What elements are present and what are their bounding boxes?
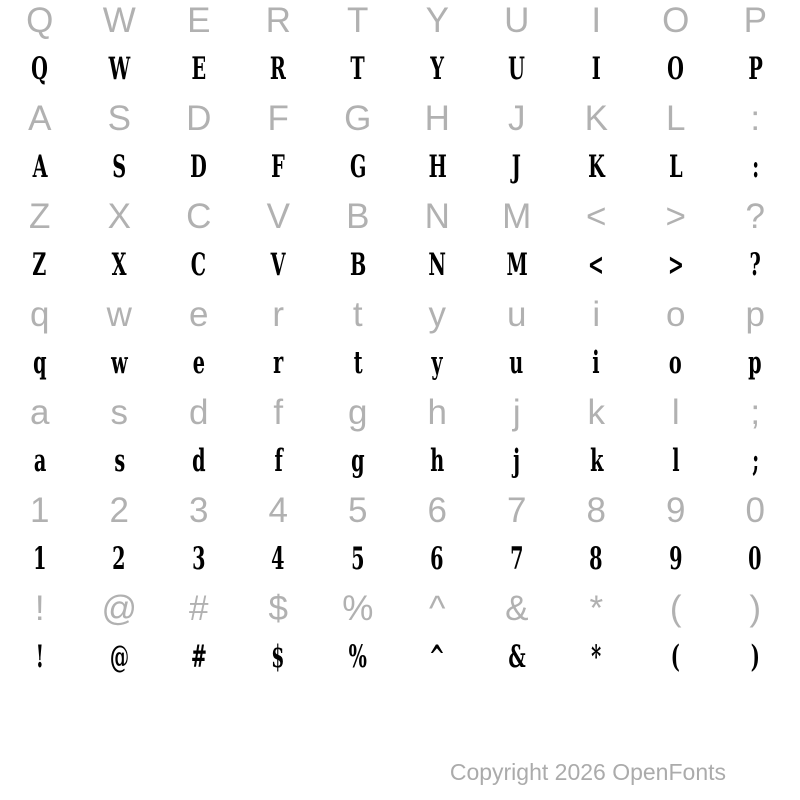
glyph: a	[33, 443, 46, 479]
glyph: h	[427, 393, 447, 432]
glyph: L	[666, 99, 686, 138]
glyph: j	[512, 393, 521, 432]
glyph-cell	[0, 241, 80, 290]
glyph-cell	[239, 192, 319, 241]
glyph: H	[424, 99, 450, 138]
glyph-cell	[318, 633, 398, 682]
glyph: H	[428, 149, 447, 185]
glyph: i	[592, 345, 600, 381]
glyph-cell	[0, 339, 80, 388]
glyph-cell	[318, 94, 398, 143]
glyph-cell	[159, 192, 239, 241]
glyph: h	[430, 443, 445, 479]
glyph-row-digits-reference	[0, 486, 795, 535]
glyph-cell	[636, 143, 716, 192]
glyph-cell	[636, 486, 716, 535]
glyph-cell	[477, 290, 557, 339]
glyph: y	[428, 295, 446, 334]
glyph: f	[274, 443, 283, 479]
glyph-cell	[398, 486, 478, 535]
glyph: >	[665, 197, 686, 236]
glyph-cell	[398, 633, 478, 682]
glyph: 4	[268, 491, 288, 530]
glyph-cell	[239, 486, 319, 535]
glyph-cell	[557, 241, 637, 290]
glyph-row-symbols-reference	[0, 584, 795, 633]
glyph-cell	[239, 241, 319, 290]
glyph-cell	[318, 0, 398, 45]
glyph-cell	[557, 535, 637, 584]
glyph-cell	[477, 437, 557, 486]
glyph-cell	[398, 584, 478, 633]
glyph: ;	[751, 443, 759, 479]
glyph-cell	[318, 437, 398, 486]
glyph: (	[669, 589, 682, 628]
glyph: <	[588, 247, 605, 283]
glyph: G	[349, 149, 366, 185]
glyph-cell	[0, 45, 80, 94]
glyph-cell	[239, 290, 319, 339]
glyph-cell	[477, 0, 557, 45]
glyph-cell	[716, 241, 796, 290]
glyph-cell	[716, 143, 796, 192]
glyph: J	[508, 99, 526, 138]
glyph: %	[348, 639, 367, 675]
glyph-cell	[239, 45, 319, 94]
glyph: !	[34, 589, 45, 628]
glyph-cell	[318, 45, 398, 94]
glyph: V	[266, 197, 290, 236]
glyph: u	[507, 295, 527, 334]
glyph-cell	[636, 45, 716, 94]
glyph: C	[191, 247, 207, 283]
glyph-cell	[80, 290, 160, 339]
glyph-cell	[398, 0, 478, 45]
glyph-cell	[636, 437, 716, 486]
glyph: k	[589, 443, 603, 479]
glyph: S	[112, 149, 127, 185]
glyph-cell	[716, 584, 796, 633]
glyph: A	[28, 99, 52, 138]
glyph-cell	[80, 486, 160, 535]
glyph: A	[32, 149, 48, 185]
glyph-cell	[0, 143, 80, 192]
glyph: 2	[112, 541, 126, 577]
glyph: R	[265, 1, 291, 40]
glyph-row-uppercase-home-specimen	[0, 143, 795, 192]
glyph-cell	[477, 241, 557, 290]
glyph: O	[667, 51, 685, 87]
glyph: *	[589, 589, 604, 628]
glyph-cell	[477, 94, 557, 143]
glyph-cell	[557, 437, 637, 486]
glyph: @	[109, 639, 129, 675]
glyph-row-uppercase-bottom-specimen	[0, 241, 795, 290]
glyph-cell	[398, 437, 478, 486]
glyph-cell	[636, 0, 716, 45]
glyph-cell	[477, 486, 557, 535]
glyph-row-uppercase-top-specimen	[0, 45, 795, 94]
glyph-cell	[318, 192, 398, 241]
glyph-cell	[239, 584, 319, 633]
glyph: S	[107, 99, 131, 138]
glyph: T	[350, 51, 365, 87]
glyph: ?	[749, 247, 761, 283]
glyph: Y	[425, 1, 449, 40]
glyph-cell	[477, 584, 557, 633]
glyph: 6	[427, 491, 447, 530]
glyph-cell	[0, 290, 80, 339]
glyph-cell	[0, 0, 80, 45]
glyph: B	[349, 247, 366, 283]
glyph: K	[587, 149, 605, 185]
glyph: s	[110, 393, 128, 432]
glyph-cell	[557, 143, 637, 192]
glyph: 1	[30, 491, 50, 530]
glyph-row-lowercase-top-reference	[0, 290, 795, 339]
glyph: o	[666, 295, 686, 334]
glyph-cell	[0, 535, 80, 584]
glyph: y	[431, 345, 443, 381]
glyph-cell	[159, 290, 239, 339]
glyph: N	[424, 197, 450, 236]
glyph-cell	[0, 192, 80, 241]
glyph-cell	[239, 143, 319, 192]
glyph: w	[106, 295, 132, 334]
glyph-cell	[159, 633, 239, 682]
copyright-notice: Copyright 2026 OpenFonts	[449, 759, 726, 785]
glyph: U	[508, 51, 526, 87]
glyph-cell	[0, 437, 80, 486]
glyph: T	[347, 1, 369, 40]
glyph-cell	[557, 486, 637, 535]
glyph-cell	[239, 94, 319, 143]
glyph-cell	[0, 486, 80, 535]
glyph-cell	[80, 437, 160, 486]
glyph: U	[504, 1, 530, 40]
glyph: <	[586, 197, 607, 236]
glyph-cell	[159, 486, 239, 535]
glyph-cell	[80, 45, 160, 94]
glyph-cell	[159, 535, 239, 584]
glyph-row-symbols-specimen	[0, 633, 795, 682]
glyph-cell	[318, 339, 398, 388]
glyph: w	[110, 345, 128, 381]
glyph: :	[750, 99, 761, 138]
glyph: ;	[750, 393, 761, 432]
glyph: !	[35, 639, 44, 675]
glyph: r	[273, 345, 284, 381]
glyph: 7	[507, 491, 527, 530]
glyph-cell	[477, 633, 557, 682]
glyph-cell	[557, 339, 637, 388]
glyph-cell	[716, 94, 796, 143]
glyph: D	[190, 149, 208, 185]
glyph-cell	[159, 143, 239, 192]
glyph: l	[671, 393, 680, 432]
glyph: q	[33, 345, 47, 381]
glyph: q	[30, 295, 50, 334]
glyph-cell	[398, 143, 478, 192]
glyph-cell	[636, 584, 716, 633]
glyph-cell	[716, 633, 796, 682]
glyph-cell	[159, 388, 239, 437]
glyph: #	[189, 589, 209, 628]
glyph: u	[509, 345, 524, 381]
glyph: P	[748, 51, 763, 87]
glyph-cell	[80, 143, 160, 192]
glyph-cell	[398, 94, 478, 143]
glyph: R	[270, 51, 287, 87]
glyph: j	[513, 443, 521, 479]
glyph: G	[344, 99, 372, 138]
glyph-cell	[636, 339, 716, 388]
glyph-cell	[0, 388, 80, 437]
glyph: (	[671, 639, 681, 675]
glyph: Z	[29, 197, 51, 236]
glyph: F	[271, 149, 286, 185]
glyph-cell	[477, 192, 557, 241]
glyph: p	[745, 295, 765, 334]
glyph: F	[267, 99, 289, 138]
glyph-cell	[557, 45, 637, 94]
glyph-cell	[239, 0, 319, 45]
glyph-cell	[318, 584, 398, 633]
glyph: $	[271, 639, 285, 675]
glyph: N	[428, 247, 447, 283]
glyph: e	[192, 345, 205, 381]
glyph-cell	[398, 241, 478, 290]
glyph-cell	[716, 486, 796, 535]
glyph: g	[351, 443, 365, 479]
glyph-row-digits-specimen	[0, 535, 795, 584]
glyph-cell	[557, 290, 637, 339]
glyph-row-uppercase-bottom-reference	[0, 192, 795, 241]
glyph: 8	[586, 491, 606, 530]
glyph-cell	[398, 192, 478, 241]
glyph: I	[591, 51, 601, 87]
glyph: 5	[348, 491, 368, 530]
glyph: 9	[666, 491, 686, 530]
glyph: e	[189, 295, 209, 334]
glyph-cell	[80, 535, 160, 584]
glyph-cell	[716, 437, 796, 486]
glyph-cell	[636, 633, 716, 682]
glyph-cell	[477, 339, 557, 388]
glyph-cell	[318, 388, 398, 437]
glyph-row-uppercase-home-reference	[0, 94, 795, 143]
glyph-cell	[80, 339, 160, 388]
glyph-cell	[159, 45, 239, 94]
glyph-cell	[159, 94, 239, 143]
glyph-cell	[716, 192, 796, 241]
glyph: Q	[26, 1, 54, 40]
glyph: M	[506, 247, 528, 283]
glyph: )	[749, 589, 762, 628]
glyph: g	[348, 393, 368, 432]
glyph: M	[502, 197, 532, 236]
glyph: @	[101, 589, 138, 628]
glyph: $	[268, 589, 288, 628]
glyph-cell	[716, 45, 796, 94]
glyph: 5	[351, 541, 365, 577]
glyph-cell	[239, 535, 319, 584]
glyph: Q	[31, 51, 49, 87]
glyph-cell	[398, 339, 478, 388]
glyph: V	[270, 247, 286, 283]
glyph-cell	[318, 535, 398, 584]
glyph-row-lowercase-top-specimen	[0, 339, 795, 388]
glyph-cell	[159, 339, 239, 388]
glyph: s	[113, 443, 125, 479]
glyph-cell	[557, 0, 637, 45]
glyph: &	[505, 589, 529, 628]
glyph: ^	[429, 589, 446, 628]
glyph-cell	[0, 584, 80, 633]
glyph: f	[273, 393, 284, 432]
glyph-cell	[636, 192, 716, 241]
glyph-cell	[80, 94, 160, 143]
glyph-cell	[557, 94, 637, 143]
glyph-cell	[80, 241, 160, 290]
glyph-cell	[239, 339, 319, 388]
glyph-cell	[239, 388, 319, 437]
glyph-cell	[80, 633, 160, 682]
glyph-cell	[239, 633, 319, 682]
glyph-cell	[716, 290, 796, 339]
glyph: E	[191, 51, 207, 87]
glyph: X	[111, 247, 127, 283]
glyph: 9	[669, 541, 683, 577]
glyph: 8	[589, 541, 603, 577]
glyph-cell	[636, 535, 716, 584]
glyph-cell	[477, 535, 557, 584]
glyph: 6	[430, 541, 444, 577]
glyph: B	[346, 197, 370, 236]
glyph-cell	[159, 437, 239, 486]
glyph-cell	[398, 388, 478, 437]
glyph-cell	[318, 143, 398, 192]
glyph-cell	[159, 584, 239, 633]
glyph: ?	[745, 197, 765, 236]
glyph-cell	[636, 94, 716, 143]
glyph: t	[353, 345, 363, 381]
glyph-cell	[636, 290, 716, 339]
glyph: >	[667, 247, 684, 283]
glyph: 3	[189, 491, 209, 530]
glyph: C	[186, 197, 212, 236]
glyph-cell	[477, 388, 557, 437]
glyph: %	[342, 589, 374, 628]
glyph-cell	[0, 94, 80, 143]
glyph-cell	[0, 633, 80, 682]
glyph: p	[748, 345, 762, 381]
glyph: Z	[32, 247, 47, 283]
glyph: *	[591, 639, 602, 675]
glyph: &	[508, 639, 526, 675]
glyph-cell	[80, 0, 160, 45]
glyph: #	[190, 639, 207, 675]
glyph-cell	[716, 535, 796, 584]
glyph: ^	[429, 639, 446, 675]
glyph: 7	[510, 541, 524, 577]
glyph-cell	[477, 45, 557, 94]
glyph-cell	[80, 192, 160, 241]
glyph: W	[108, 51, 131, 87]
glyph-cell	[80, 584, 160, 633]
glyph-cell	[159, 0, 239, 45]
glyph-cell	[636, 388, 716, 437]
glyph-cell	[716, 388, 796, 437]
glyph-cell	[716, 0, 796, 45]
glyph: 1	[33, 541, 47, 577]
glyph: a	[30, 393, 50, 432]
glyph: d	[192, 443, 206, 479]
glyph-cell	[318, 241, 398, 290]
glyph: )	[750, 639, 760, 675]
glyph-cell	[80, 388, 160, 437]
glyph: Y	[430, 51, 445, 87]
glyph-row-lowercase-home-specimen	[0, 437, 795, 486]
glyph: o	[669, 345, 683, 381]
glyph: L	[668, 149, 683, 185]
glyph-cell	[318, 290, 398, 339]
glyph: 0	[745, 491, 765, 530]
glyph: 3	[192, 541, 206, 577]
glyph: K	[584, 99, 608, 138]
glyph-cell	[557, 584, 637, 633]
glyph: i	[592, 295, 601, 334]
glyph: l	[672, 443, 680, 479]
glyph-row-lowercase-home-reference	[0, 388, 795, 437]
glyph-cell	[398, 45, 478, 94]
glyph-cell	[477, 143, 557, 192]
glyph: 0	[748, 541, 762, 577]
glyph: :	[751, 149, 759, 185]
glyph: 2	[109, 491, 129, 530]
glyph-cell	[159, 241, 239, 290]
glyph-cell	[398, 290, 478, 339]
glyph: J	[512, 149, 522, 185]
glyph-cell	[557, 192, 637, 241]
glyph-cell	[398, 535, 478, 584]
glyph: I	[591, 1, 602, 40]
glyph: O	[662, 1, 690, 40]
glyph-cell	[636, 241, 716, 290]
glyph: P	[743, 1, 767, 40]
glyph-cell	[557, 633, 637, 682]
glyph: r	[272, 295, 285, 334]
glyph: k	[587, 393, 605, 432]
glyph-cell	[557, 388, 637, 437]
glyph-cell	[239, 437, 319, 486]
glyph: t	[352, 295, 363, 334]
glyph-row-uppercase-top-reference	[0, 0, 795, 45]
glyph: 4	[271, 541, 285, 577]
glyph: E	[187, 1, 211, 40]
glyph: D	[186, 99, 212, 138]
glyph: d	[189, 393, 209, 432]
glyph: X	[107, 197, 131, 236]
glyph-cell	[318, 486, 398, 535]
glyph: W	[102, 1, 136, 40]
glyph-cell	[716, 339, 796, 388]
